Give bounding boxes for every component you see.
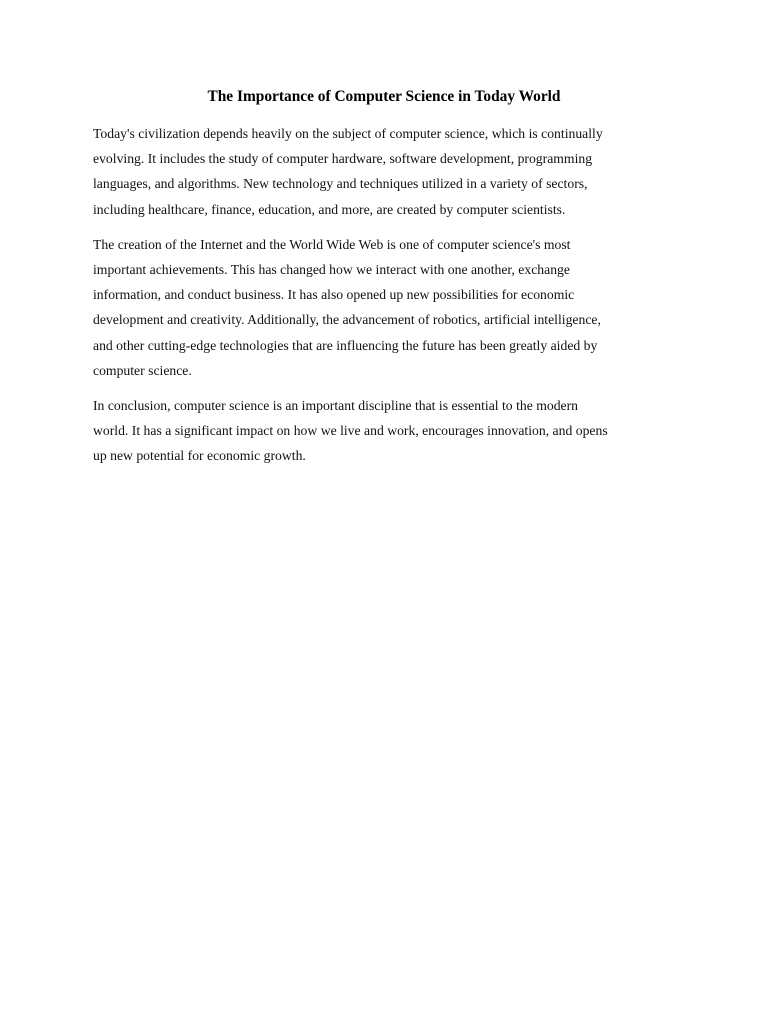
- paragraph-line: The creation of the Internet and the World Wide Web is one of computer science's most: [93, 236, 571, 252]
- document-body: [93, 121, 683, 479]
- paragraph-line: world. It has a significant impact on how we live and work, encourages innovation, and opens: [93, 423, 608, 439]
- paragraph-line: languages, and algorithms. New technology and techniques utilized in a variety of sectors,: [93, 176, 588, 192]
- paragraph-line: and other cutting-edge technologies that are influencing the future has been greatly aided by: [93, 337, 598, 353]
- paragraph-line: including healthcare, finance, education, and more, are created by computer scientists.: [93, 201, 566, 217]
- paragraph-line: Today's civilization depends heavily on the subject of computer science, which is continually: [93, 126, 603, 141]
- paragraph-line: In conclusion, computer science is an important discipline that is essential to the modern: [93, 398, 579, 414]
- paragraph-line: important achievements. This has changed how we interact with one another, exchange: [93, 262, 570, 278]
- paragraph-line: development and creativity. Additionally, the advancement of robotics, artificial intelligence,: [93, 312, 601, 328]
- paragraph-1: [93, 121, 683, 222]
- document-title: The Importance of Computer Science in Today World: [207, 88, 561, 105]
- paragraph-line: up new potential for economic growth.: [93, 448, 306, 464]
- paragraph-3: [93, 393, 683, 469]
- paragraph-line: evolving. It includes the study of computer hardware, software development, programming: [93, 151, 593, 167]
- paragraph-2: [93, 232, 683, 383]
- paragraph-line: information, and conduct business. It has also opened up new possibilities for economic: [93, 287, 575, 303]
- paragraph-line: computer science.: [93, 362, 192, 378]
